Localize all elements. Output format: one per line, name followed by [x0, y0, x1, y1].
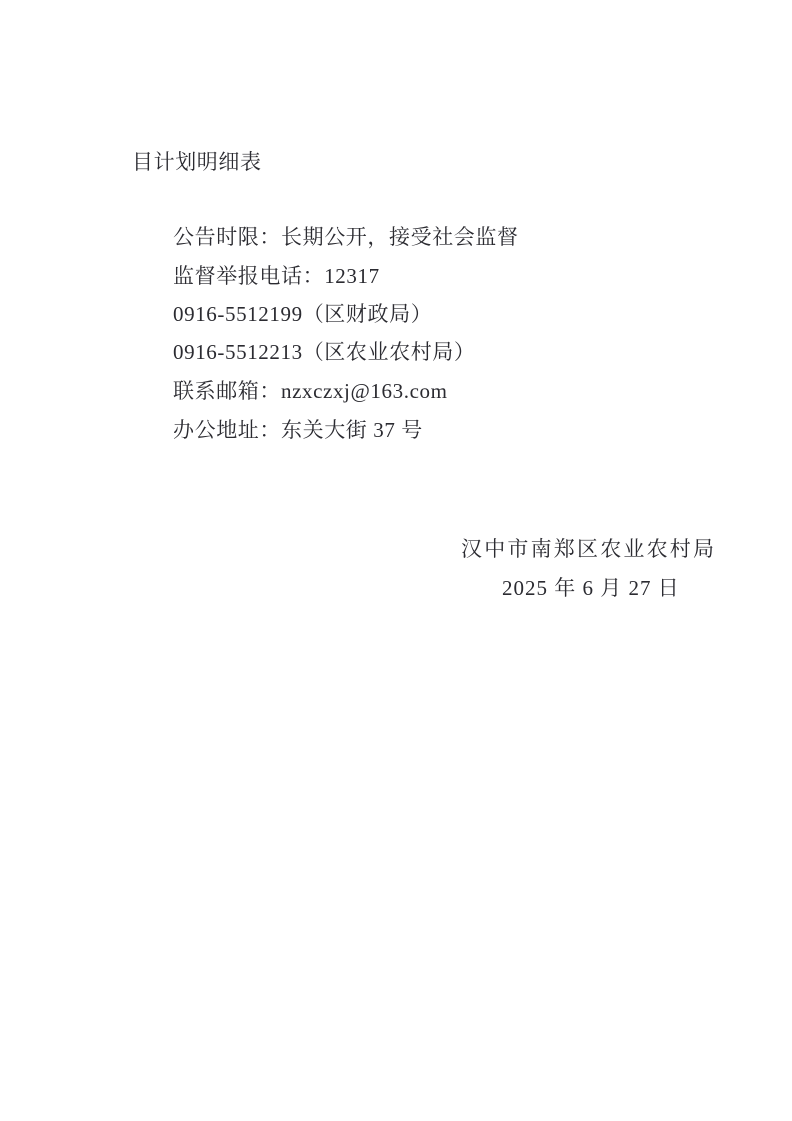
office-address-line: 办公地址：东关大街 37 号 — [173, 418, 423, 442]
public-notice-period-line: 公告时限：长期公开，接受社会监督 — [173, 225, 519, 249]
finance-bureau-phone-line: 0916-5512199（区财政局） — [173, 302, 433, 326]
signature-organization: 汉中市南郑区农业农村局 — [461, 537, 717, 561]
title-continuation-text: 目计划明细表 — [132, 150, 262, 174]
agriculture-bureau-phone-line: 0916-5512213（区农业农村局） — [173, 340, 476, 364]
signature-date: 2025 年 6 月 27 日 — [502, 576, 680, 600]
contact-email-line: 联系邮箱：nzxczxj@163.com — [173, 379, 448, 403]
supervision-hotline-line: 监督举报电话：12317 — [173, 264, 380, 288]
